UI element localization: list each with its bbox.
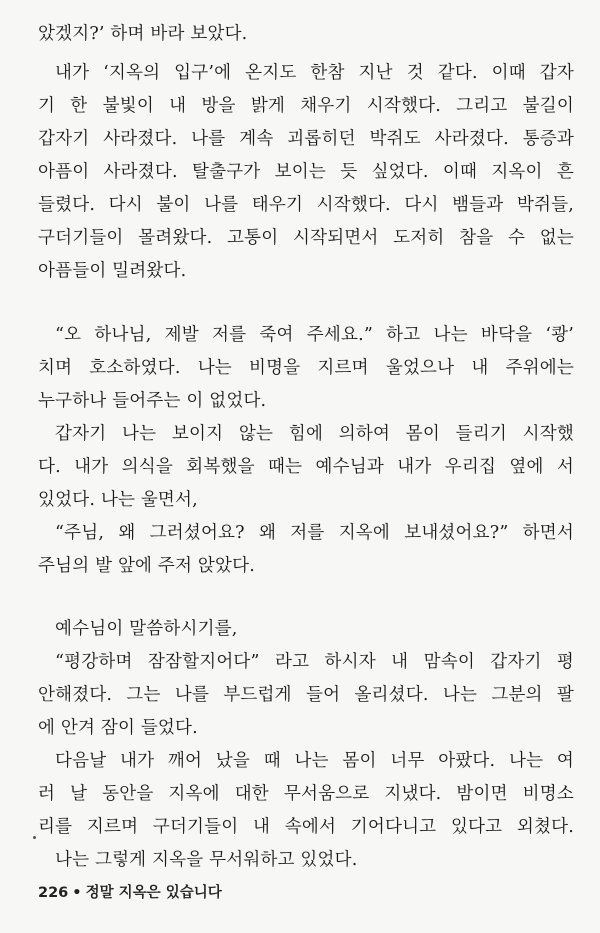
text-line: 리를 지르며 구더기들이 내 속에서 기어다니고 있다고 외쳤다. bbox=[38, 817, 574, 837]
text-line: 들렸다. 다시 불이 나를 태우기 시작했다. 다시 뱀들과 박쥐들, bbox=[38, 195, 574, 215]
text-line: 갑자기 사라졌다. 나를 계속 괴롭히던 박쥐도 사라졌다. 통증과 bbox=[38, 129, 574, 149]
text-line: 았겠지?’ 하며 바라 보았다. bbox=[38, 24, 248, 44]
text-line: 누구하나 들어주는 이 없었다. bbox=[38, 391, 267, 411]
text-line: “주님, 왜 그러셨어요? 왜 저를 지옥에 보내셨어요?” 하면서 bbox=[55, 523, 574, 543]
text-line: 다음날 내가 깨어 났을 때 나는 몸이 너무 아팠다. 나는 여 bbox=[55, 751, 574, 771]
text-line: 아픔이 사라졌다. 탈출구가 보이는 듯 싶었다. 이때 지옥이 흔 bbox=[38, 162, 574, 182]
text-line: “오 하나님, 제발 저를 죽여 주세요.” 하고 나는 바닥을 ‘쾅’ bbox=[55, 325, 574, 345]
page-number: 226 bbox=[38, 885, 69, 901]
text-line: 기 한 불빛이 내 방을 밝게 채우기 시작했다. 그리고 불길이 bbox=[38, 96, 574, 116]
page-footer bbox=[38, 880, 222, 906]
text-line: 다. 내가 의식을 회복했을 때는 예수님과 내가 우리집 옆에 서 bbox=[38, 457, 574, 477]
text-line: 아픔들이 밀려왔다. bbox=[38, 261, 187, 281]
text-line: “평강하며 잠잠할지어다” 라고 하시자 내 맘속이 갑자기 평 bbox=[55, 652, 574, 672]
text-line: 갑자기 나는 보이지 않는 힘에 의하여 몸이 들리기 시작했 bbox=[55, 424, 574, 444]
text-line: 치며 호소하였다. 나는 비명을 지르며 울었으나 내 주위에는 bbox=[38, 358, 574, 378]
text-line: 있었다. 나는 울면서, bbox=[38, 490, 198, 510]
text-line: 주님의 발 앞에 주저 앉았다. bbox=[38, 556, 255, 576]
margin-speck bbox=[33, 836, 36, 839]
footer-separator: • bbox=[72, 885, 82, 901]
text-line: 나는 그렇게 지옥을 무서워하고 있었다. bbox=[55, 850, 358, 870]
text-line: 안해졌다. 그는 나를 부드럽게 들어 올리셨다. 나는 그분의 팔 bbox=[38, 685, 574, 705]
text-line: 에 안겨 잠이 들었다. bbox=[38, 718, 198, 738]
text-line: 구더기들이 몰려왔다. 고통이 시작되면서 도저히 참을 수 없는 bbox=[38, 228, 574, 248]
text-line: 러 날 동안을 지옥에 대한 무서움으로 지냈다. 밤이면 비명소 bbox=[38, 784, 574, 804]
text-line: 예수님이 말씀하시기를, bbox=[55, 619, 238, 639]
text-line: 내가 ‘지옥의 입구’에 온지도 한참 지난 것 같다. 이때 갑자 bbox=[55, 63, 574, 83]
running-title: 정말 지옥은 있습니다 bbox=[85, 885, 222, 901]
